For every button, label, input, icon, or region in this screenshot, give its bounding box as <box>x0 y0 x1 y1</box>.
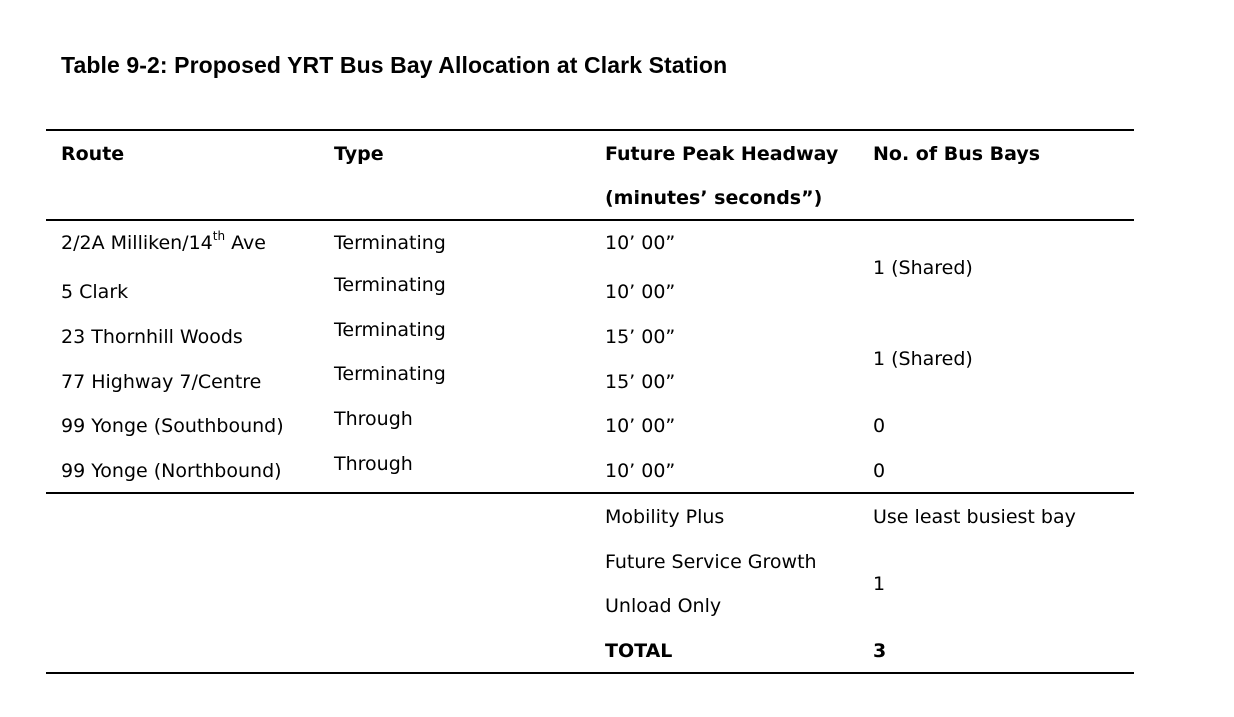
row-4-route: 77 Highway 7/Centre <box>61 371 262 393</box>
bays-shared-2: 1 (Shared) <box>873 348 973 370</box>
bays-shared-1: 1 (Shared) <box>873 257 973 279</box>
extra-mobility-plus-bays: Use least busiest bay <box>873 506 1076 528</box>
header-headway: Future Peak Headway <box>605 143 839 165</box>
table-top-rule <box>46 129 1134 131</box>
body-bottom-rule <box>46 492 1134 494</box>
row-5-headway: 10’ 00” <box>605 415 676 437</box>
row-6-bays: 0 <box>873 460 886 482</box>
row-4-type: Terminating <box>334 363 446 385</box>
extra-future-service-growth: Future Service Growth <box>605 551 817 573</box>
row-1-route: 2/2A Milliken/14th Ave <box>61 229 266 254</box>
row-6-headway: 10’ 00” <box>605 460 676 482</box>
row-2-headway: 10’ 00” <box>605 281 676 303</box>
extra-unload-only: Unload Only <box>605 595 722 617</box>
row-4-headway: 15’ 00” <box>605 371 676 393</box>
row-1-type: Terminating <box>334 232 446 254</box>
total-label: TOTAL <box>605 640 673 662</box>
row-1-headway: 10’ 00” <box>605 232 676 254</box>
row-6-type: Through <box>334 453 413 475</box>
extra-mobility-plus: Mobility Plus <box>605 506 725 528</box>
table-bottom-rule <box>46 672 1134 674</box>
row-5-route: 99 Yonge (Southbound) <box>61 415 284 437</box>
total-bays: 3 <box>873 640 887 662</box>
extra-shared-bays: 1 <box>873 573 886 595</box>
row-2-route: 5 Clark <box>61 281 129 303</box>
header-bottom-rule <box>46 219 1134 221</box>
row-5-type: Through <box>334 408 413 430</box>
header-route: Route <box>61 143 125 165</box>
row-2-type: Terminating <box>334 274 446 296</box>
table-caption: Table 9-2: Proposed YRT Bus Bay Allocation at Clark Station <box>61 52 728 78</box>
row-3-route: 23 Thornhill Woods <box>61 326 243 348</box>
row-6-route: 99 Yonge (Northbound) <box>61 460 282 482</box>
row-5-bays: 0 <box>873 415 886 437</box>
header-bus-bays: No. of Bus Bays <box>873 143 1041 165</box>
row-3-type: Terminating <box>334 319 446 341</box>
row-3-headway: 15’ 00” <box>605 326 676 348</box>
header-type: Type <box>334 143 384 165</box>
header-headway-units: (minutes’ seconds”) <box>605 187 823 209</box>
